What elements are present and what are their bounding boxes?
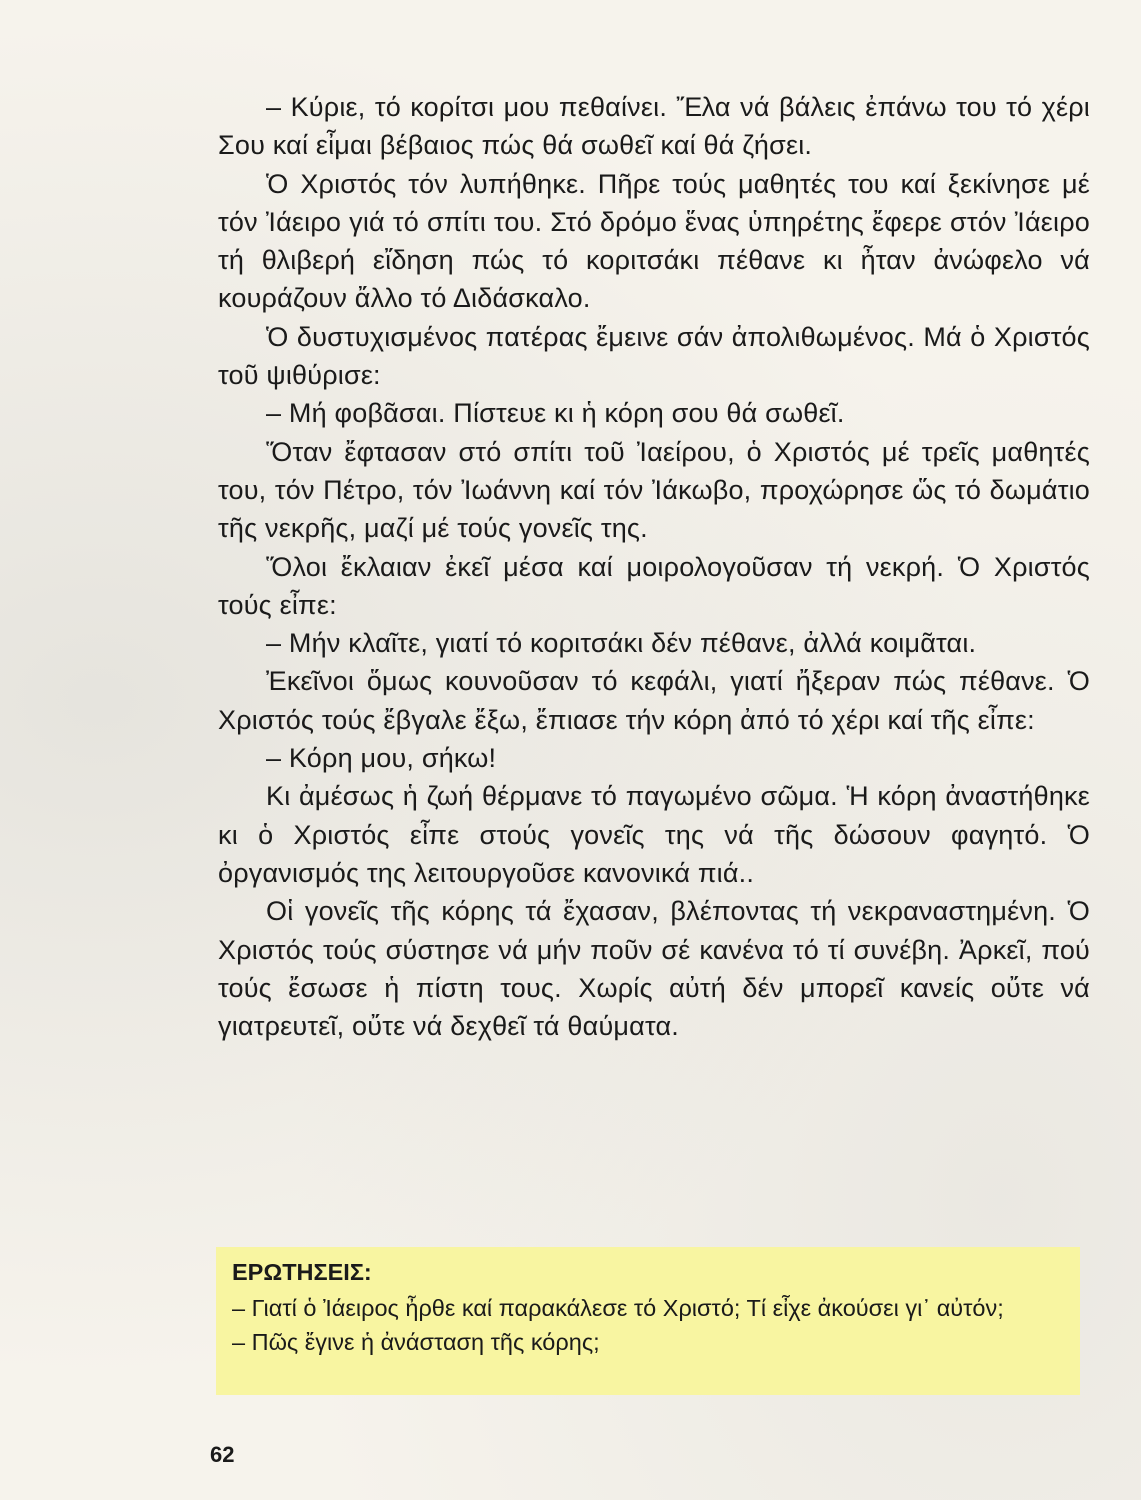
- paragraph: – Μή φοβᾶσαι. Πίστευε κι ἡ κόρη σου θά σωθεῖ.: [266, 398, 845, 429]
- paragraph: Ὅταν ἔφτασαν στό σπίτι τοῦ Ἰαείρου, ὁ Χριστός μέ τρεῖς μαθητές του, τόν Πέτρο, τόν Ἰωάννη καί τόν Ἰάκωβο, προχώρησε ὥς τό δωμάτιο τῆς νεκρῆς, μαζί μέ τούς γονεῖς της.: [218, 436, 1090, 544]
- questions-title: ΕΡΩΤΗΣΕΙΣ:: [232, 1259, 372, 1285]
- paragraph: – Μήν κλαῖτε, γιατί τό κοριτσάκι δέν πέθανε, ἀλλά κοιμᾶται.: [266, 628, 977, 659]
- paragraph: – Κόρη μου, σήκω!: [266, 743, 497, 774]
- paragraph: Κι ἀμέσως ἡ ζωή θέρμανε τό παγωμένο σῶμα. Ἡ κόρη ἀναστήθηκε κι ὁ Χριστός εἶπε στούς γονεῖς της νά τῆς δώσουν φαγητό. Ὁ ὀργανισμός της λειτουργοῦσε κανονικά πιά..: [218, 781, 1090, 888]
- question-item: – Γιατί ὁ Ἰάειρος ἦρθε καί παρακάλεσε τό Χριστό; Τί εἶχε ἀκούσει γι᾽ αὐτόν;: [232, 1295, 1004, 1321]
- paragraph: Ὁ Χριστός τόν λυπήθηκε. Πῆρε τούς μαθητές του καί ξεκίνησε μέ τόν Ἰάειρο γιά τό σπίτι του. Στό δρόμο ἕνας ὑπηρέτης ἔφερε στόν Ἰάειρο τή θλιβερή εἴδηση πώς τό κοριτσάκι πέθανε κι ἦταν ἀνώφελο νά κουράζουν ἄλλο τό Διδάσκαλο.: [218, 168, 1090, 314]
- paragraph: Ὁ δυστυχισμένος πατέρας ἔμεινε σάν ἀπολιθωμένος. Μά ὁ Χριστός τοῦ ψιθύρισε:: [218, 321, 1090, 391]
- paragraph: Οἱ γονεῖς τῆς κόρης τά ἔχασαν, βλέποντας τή νεκραναστημένη. Ὁ Χριστός τούς σύστησε νά μήν ποῦν σέ κανένα τό τί συνέβη. Ἀρκεῖ, πού τούς ἔσωσε ἡ πίστη τους. Χωρίς αὐτή δέν μπορεῖ κανείς οὔτε νά γιατρευτεῖ, οὔτε νά δεχθεῖ τά θαύματα.: [218, 896, 1090, 1042]
- questions-box: [216, 1247, 1080, 1395]
- story-text: [218, 88, 1090, 1045]
- page-number: 62: [210, 1442, 235, 1467]
- paragraph: Ὅλοι ἔκλαιαν ἐκεῖ μέσα καί μοιρολογοῦσαν τή νεκρή. Ὁ Χριστός τούς εἶπε:: [218, 551, 1090, 620]
- question-item: – Πῶς ἔγινε ἡ ἀνάσταση τῆς κόρης;: [232, 1329, 600, 1355]
- paragraph: – Κύριε, τό κορίτσι μου πεθαίνει. Ἔλα νά βάλεις ἐπάνω του τό χέρι Σου καί εἶμαι βέβαιος πώς θά σωθεῖ καί θά ζήσει.: [218, 92, 1090, 161]
- paragraph: Ἐκεῖνοι ὅμως κουνοῦσαν τό κεφάλι, γιατί ἤξεραν πώς πέθανε. Ὁ Χριστός τούς ἔβγαλε ἔξω, ἔπιασε τήν κόρη ἀπό τό χέρι καί τῆς εἶπε:: [218, 666, 1090, 735]
